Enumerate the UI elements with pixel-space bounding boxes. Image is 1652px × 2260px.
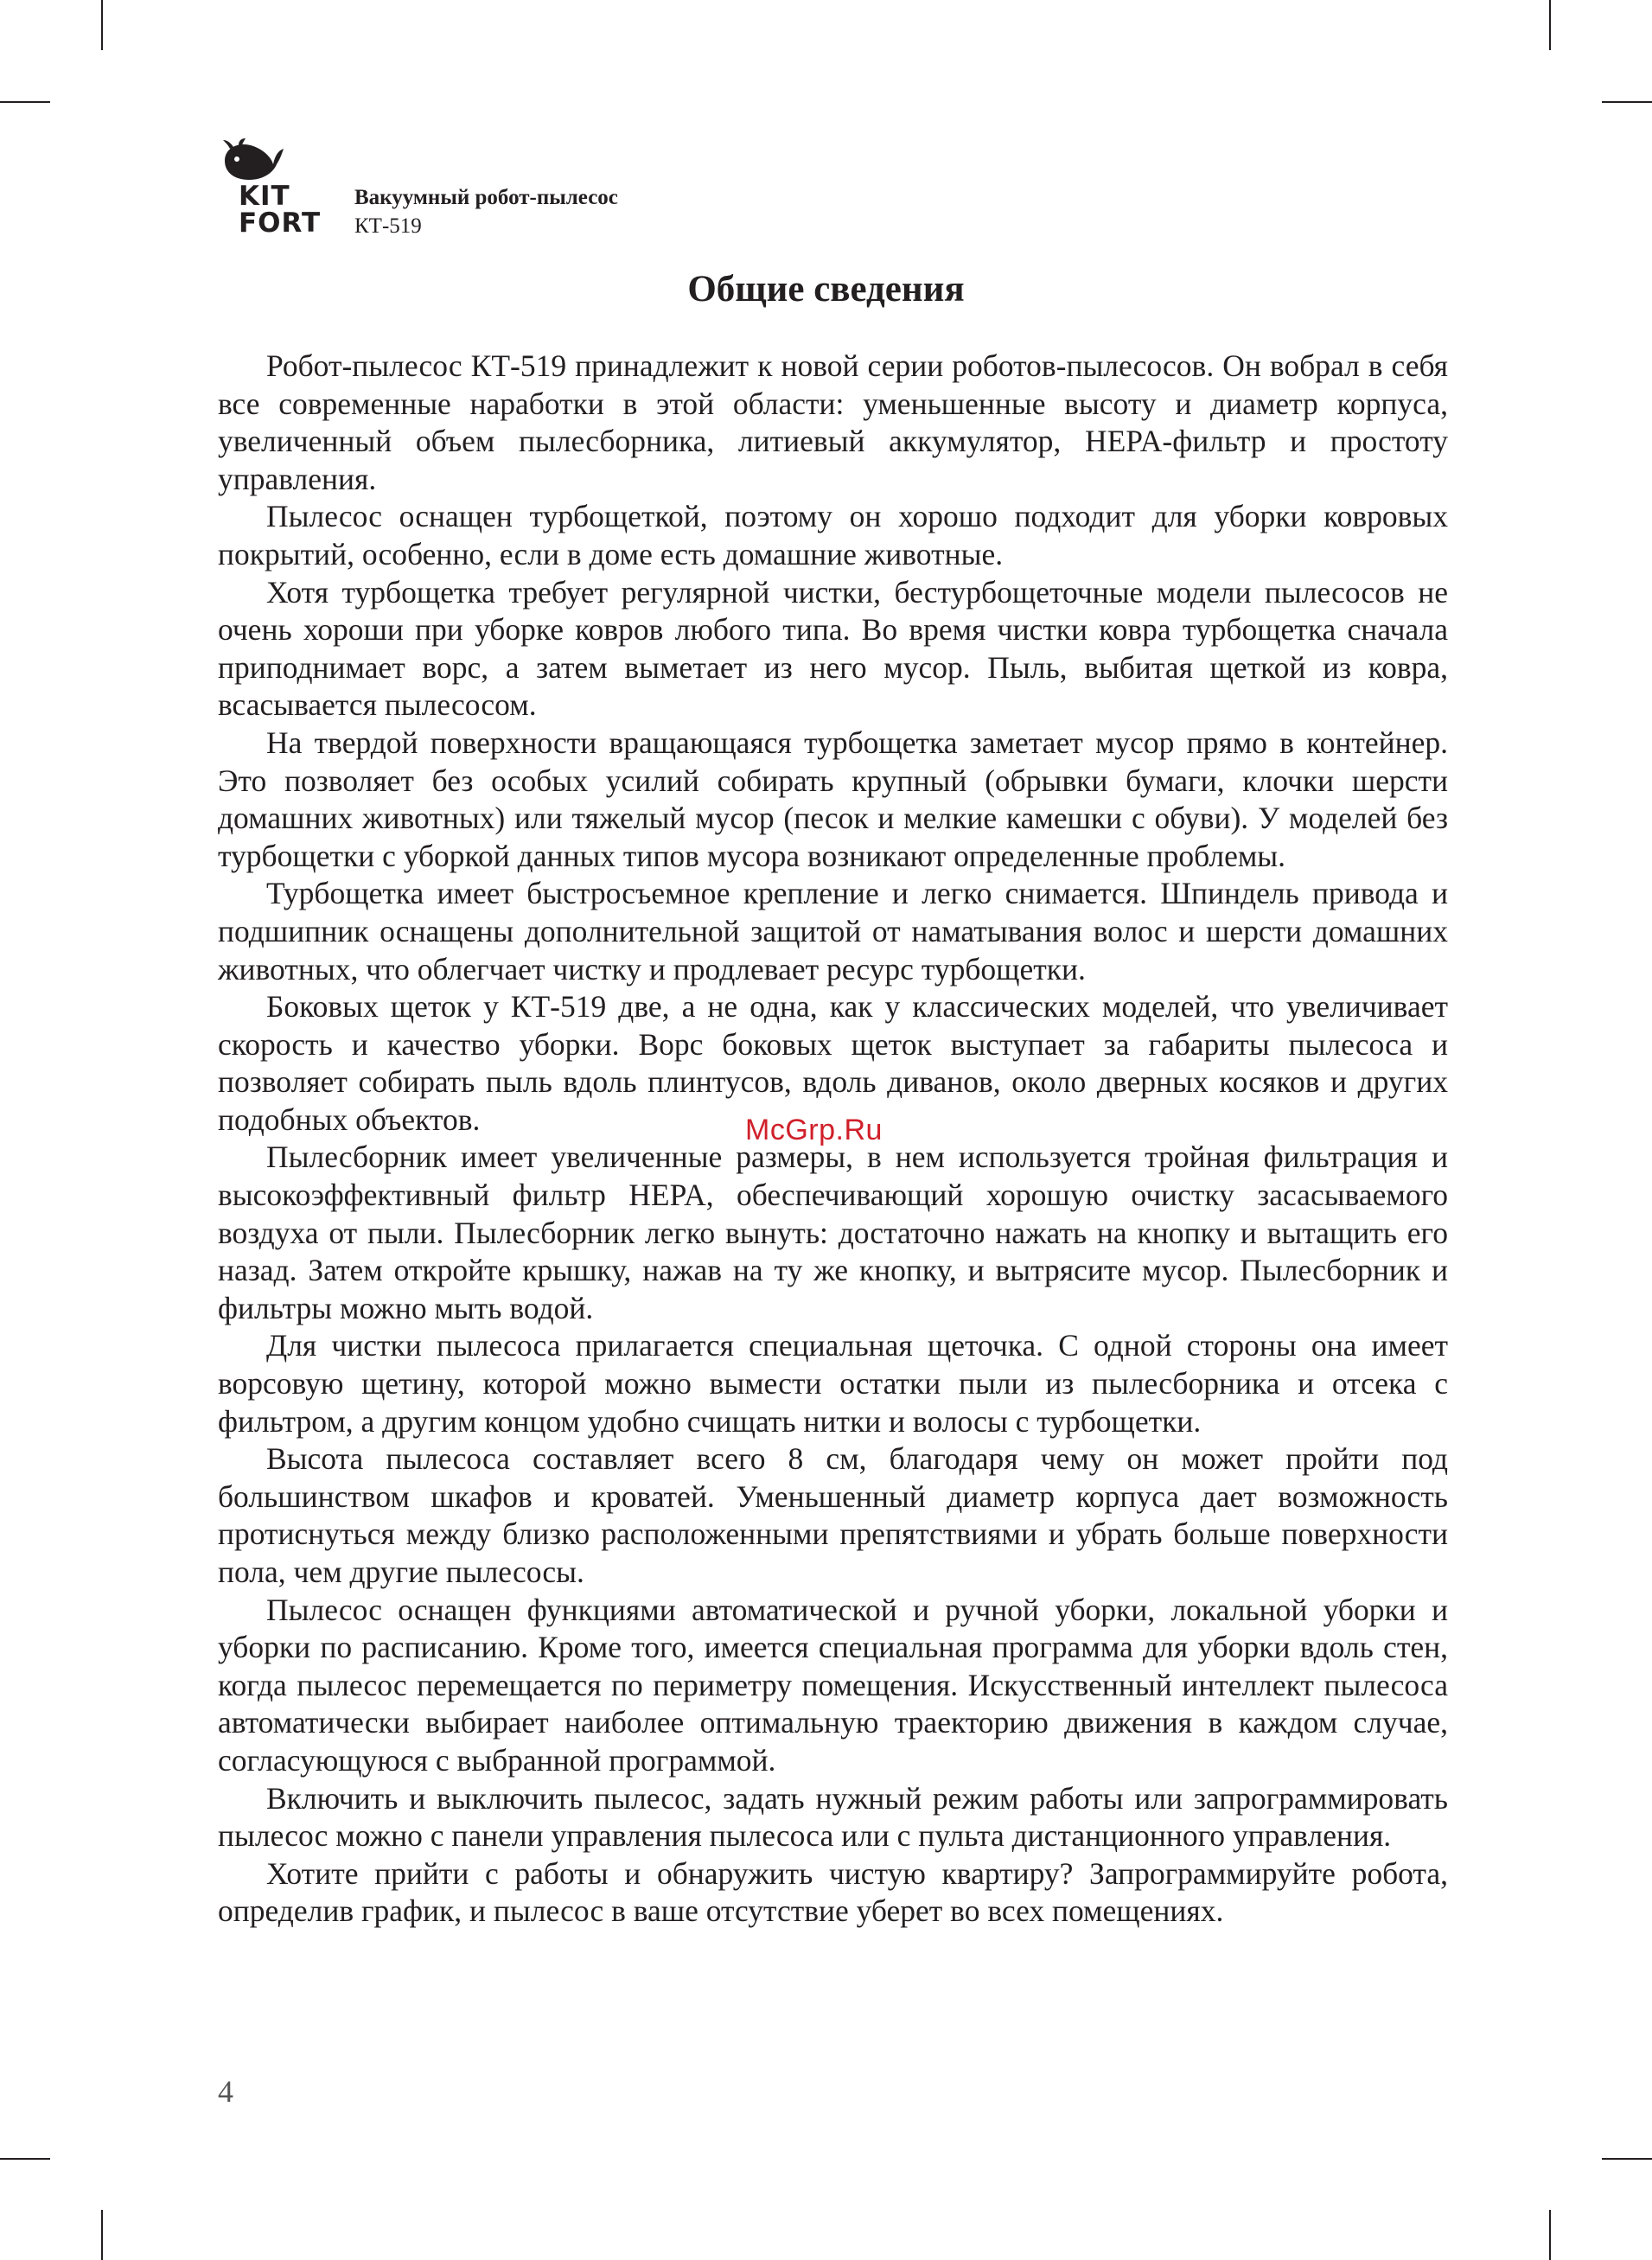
paragraph-3: Хотя турбощетка требует регулярной чистки, бестурбощеточные модели пылесосов не очень хороши при уборке ковров любого типа. Во время чистки ковра турбощетка сначала приподнимает ворс, а затем выметает из него мусор. Пыль, выбитая щеткой из ковра, всасывается пылесосом.	[218, 574, 1448, 723]
page-header	[218, 138, 618, 242]
crop-mark-bottom-right-h	[1602, 2158, 1652, 2160]
section-heading: Общие сведения	[687, 269, 965, 310]
paragraph-7: Пылесборник имеет увеличенные размеры, в нем используется тройная фильтрация и высокоэффективный фильтр HEPA, обеспечивающий хорошую очистку засасываемого воздуха от пыли. Пылесборник легко вынуть: достаточно нажать на кнопку и вытащить его назад. Затем откройте крышку, нажав на ту же кнопку, и вытрясите мусор. Пылесборник и фильтры можно мыть водой.	[218, 1140, 1448, 1325]
crop-mark-top-left-h	[0, 101, 50, 103]
crop-mark-top-right-h	[1602, 101, 1652, 103]
paragraph-4: На твердой поверхности вращающаяся турбощетка заметает мусор прямо в контейнер. Это позволяет без особых усилий собирать крупный (обрывки бумаги, клочки шерсти домашних животных) или тяжелый мусор (песок и мелкие камешки с обуви). У моделей без турбощетки с уборкой данных типов мусора возникают определенные проблемы.	[218, 725, 1448, 873]
paragraph-12: Хотите прийти с работы и обнаружить чистую квартиру? Запрограммируйте робота, определив график, и пылесос в ваше отсутствие уберет во всех помещениях.	[218, 1855, 1448, 1929]
crop-mark-bottom-left	[101, 2210, 103, 2260]
watermark: McGrp.Ru	[745, 1114, 883, 1146]
kitfort-logo	[218, 138, 330, 242]
crop-mark-top-right	[1549, 0, 1551, 50]
crop-mark-top-left	[101, 0, 103, 50]
page-number: 4	[218, 2074, 233, 2109]
document-meta	[354, 183, 618, 240]
crop-mark-bottom-left-h	[0, 2158, 50, 2160]
paragraph-5: Турбощетка имеет быстросъемное крепление и легко снимается. Шпиндель привода и подшипник оснащены дополнительной защитой от наматывания волос и шерсти домашних животных, что облегчает чистку и продлевает ресурс турбощетки.	[218, 876, 1448, 986]
whale-logo-icon	[218, 138, 287, 187]
paragraph-10: Пылесос оснащен функциями автоматической и ручной уборки, локальной уборки и уборки по расписанию. Кроме того, имеется специальная программа для уборки вдоль стен, когда пылесос перемещается по периметру помещения. Искусственный интеллект пылесоса автоматически выбирает наиболее оптимальную траекторию движения в каждом случае, согласующуюся с выбранной программой.	[218, 1592, 1448, 1778]
paragraph-8: Для чистки пылесоса прилагается специальная щеточка. С одной стороны она имеет ворсовую щетину, которой можно вымести остатки пыли из пылесборника и отсека с фильтром, а другим концом удобно счищать нитки и волосы с турбощетки.	[218, 1328, 1448, 1439]
logo-line-2: FORT	[239, 207, 322, 239]
logo-line-1: KIT	[239, 181, 290, 212]
paragraph-9: Высота пылесоса составляет всего 8 см, благодаря чему он может пройти под большинством шкафов и кроватей. Уменьшенный диаметр корпуса дает возможность протиснуться между близко расположенными препятствиями и убрать больше поверхности пола, чем другие пылесосы.	[218, 1441, 1448, 1589]
model-number: КТ-519	[354, 214, 422, 238]
paragraph-11: Включить и выключить пылесос, задать нужный режим работы или запрограммировать пылесос можно с панели управления пылесоса или с пульта дистанционного управления.	[218, 1780, 1448, 1854]
document-title: Вакуумный робот-пылесос	[354, 186, 618, 209]
paragraph-1: Робот-пылесос КТ-519 принадлежит к новой серии роботов-пылесосов. Он вобрал в себя все современные наработки в этой области: уменьшенные высоту и диаметр корпуса, увеличенный объем пылесборника, литиевый аккумулятор, HEPA-фильтр и простоту управления.	[218, 348, 1448, 496]
paragraph-2: Пылесос оснащен турбощеткой, поэтому он хорошо подходит для уборки ковровых покрытий, особенно, если в доме есть домашние животные.	[218, 499, 1448, 571]
crop-mark-bottom-right	[1549, 2210, 1551, 2260]
paragraph-6: Боковых щеток у КТ-519 две, а не одна, как у классических моделей, что увеличивает скорость и качество уборки. Ворс боковых щеток выступает за габариты пылесоса и позволяет собирать пыль вдоль плинтусов, вдоль диванов, около дверных косяков и других подобных объектов.	[218, 989, 1448, 1137]
